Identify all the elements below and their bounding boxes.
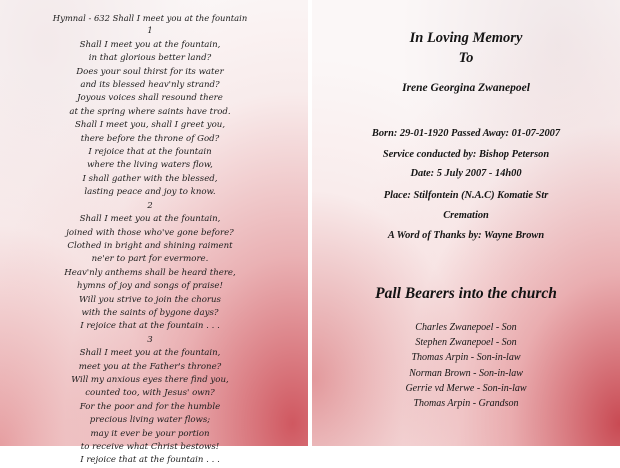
pall-bearer: Gerrie vd Merwe - Son-in-law xyxy=(405,382,527,394)
hymn-line: counted too, with Jesus' own? xyxy=(85,388,215,399)
hymn-line: Shall I meet you at the fountain, xyxy=(79,214,221,225)
hymn-line: may it ever be your portion xyxy=(90,428,210,439)
pall-bearer: Thomas Arpin - Grandson xyxy=(413,398,519,410)
pall-bearers-title: Pall Bearers into the church xyxy=(375,285,557,302)
hymn-line: 3 xyxy=(147,334,153,345)
hymn-line: hymns of joy and songs of praise! xyxy=(77,281,223,292)
cremation-label: Cremation xyxy=(443,210,489,221)
hymn-line: joined with those who've gone before? xyxy=(66,227,234,238)
right-page xyxy=(312,0,620,446)
hymn-line: Shall I meet you at the fountain, xyxy=(79,39,221,50)
hymn-line: meet you at the Father's throne? xyxy=(78,361,222,372)
service-date: Date: 5 July 2007 - 14h00 xyxy=(410,168,522,179)
hymn-line: I rejoice that at the fountain . . . xyxy=(80,455,220,466)
hymn-line: Will you strive to join the chorus xyxy=(79,294,221,305)
hymn-line: For the poor and for the humble xyxy=(79,401,221,412)
born-passed-dates: Born: 29-01-1920 Passed Away: 01-07-2007 xyxy=(371,128,561,139)
hymn-line: I rejoice that at the fountain xyxy=(88,147,212,158)
pall-bearers-list xyxy=(312,320,620,411)
pall-bearer: Stephen Zwanepoel - Son xyxy=(415,337,517,349)
left-page xyxy=(0,0,308,466)
hymn-line: Heav'nly anthems shall be heard there, xyxy=(64,267,236,278)
hymn-line: ne'er to part for evermore. xyxy=(91,254,209,265)
pall-bearer: Charles Zwanepoel - Son xyxy=(415,322,517,333)
hymn-line: I rejoice that at the fountain . . . xyxy=(80,321,220,332)
hymn-line: there before the throne of God? xyxy=(80,133,220,144)
hymn-line: Does your soul thirst for its water xyxy=(76,66,224,77)
pall-bearer: Thomas Arpin - Son-in-law xyxy=(411,352,521,364)
hymn-text xyxy=(0,12,300,468)
service-place: Place: Stilfontein (N.A.C) Komatie Str xyxy=(383,190,549,201)
hymn-line: Clothed in bright and shining raiment xyxy=(67,240,233,251)
hymn-line: precious living water flows; xyxy=(89,415,211,426)
hymn-title: Hymnal - 632 Shall I meet you at the fountain xyxy=(52,13,248,23)
hymn-line: and its blessed heav'nly strand? xyxy=(80,80,220,91)
word-of-thanks: A Word of Thanks by: Wayne Brown xyxy=(387,230,545,241)
service-conductor: Service conducted by: Bishop Peterson xyxy=(382,149,550,160)
hymn-line: lasting peace and joy to know. xyxy=(84,187,216,198)
hymn-line: 2 xyxy=(147,200,153,211)
memorial-heading: In Loving Memory xyxy=(409,30,523,46)
hymn-line: where the living waters flow, xyxy=(87,160,213,171)
hymn-line: Joyous voices shall resound there xyxy=(77,93,223,104)
memorial-heading-to: To xyxy=(458,50,474,66)
deceased-name: Irene Georgina Zwanepoel xyxy=(402,82,530,94)
hymn-line: with the saints of bygone days? xyxy=(81,307,219,318)
hymn-line: Shall I meet you at the fountain, xyxy=(79,348,221,359)
hymn-line: to receive what Christ bestows! xyxy=(80,442,220,452)
hymn-line: Shall I meet you, shall I greet you, xyxy=(74,120,226,131)
hymn-line: I shall gather with the blessed, xyxy=(82,173,218,184)
hymn-line: at the spring where saints have trod. xyxy=(69,106,231,117)
hymn-line: in that glorious better land? xyxy=(88,53,212,64)
hymn-line: Will my anxious eyes there find you, xyxy=(71,374,229,385)
hymn-line: 1 xyxy=(147,26,153,37)
pall-bearer: Norman Brown - Son-in-law xyxy=(409,367,523,379)
